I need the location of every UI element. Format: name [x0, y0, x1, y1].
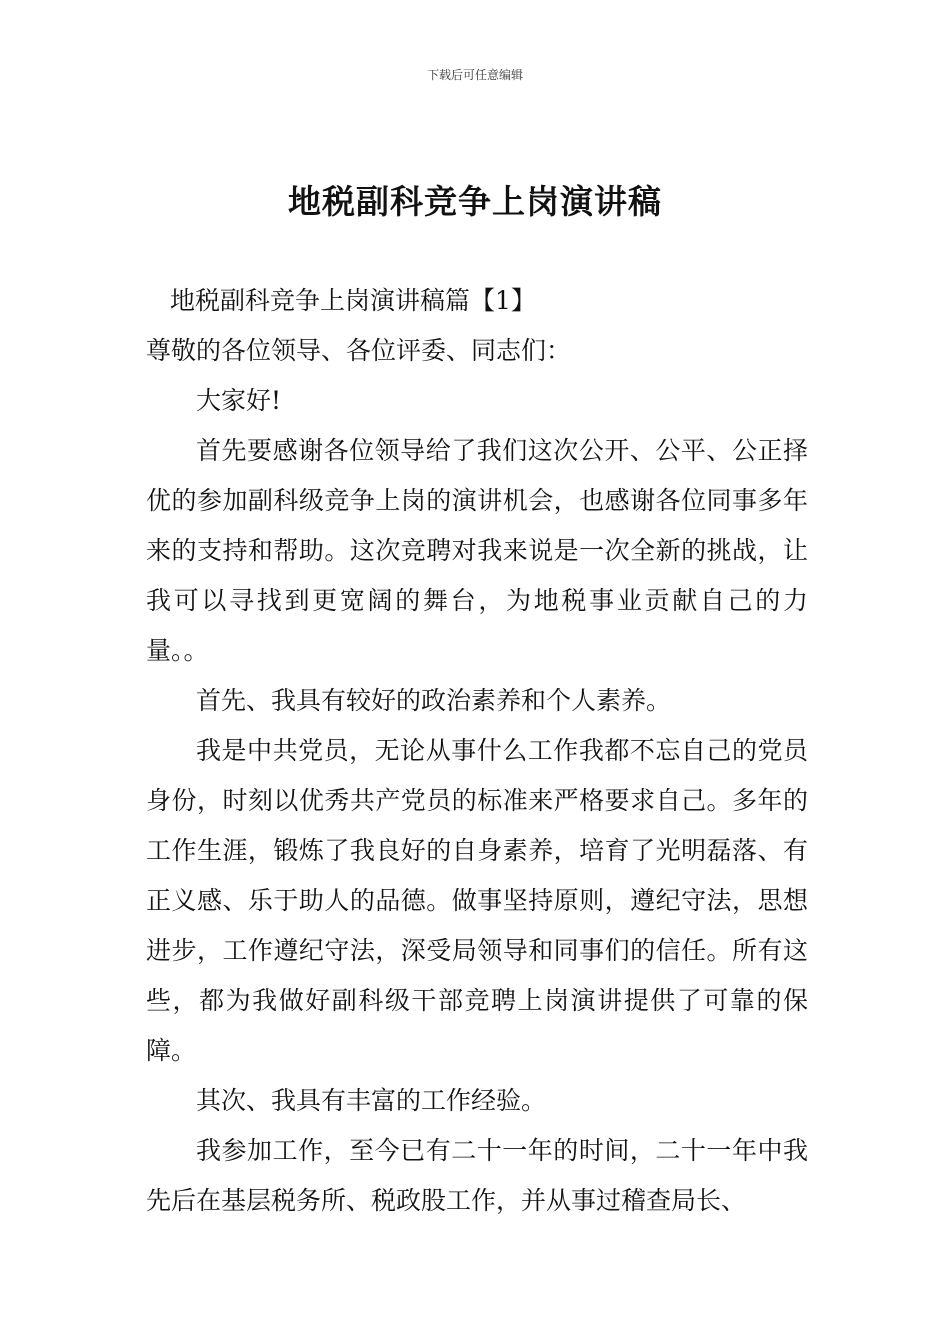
section-heading: 地税副科竞争上岗演讲稿篇【1】 [170, 286, 536, 315]
paragraph-thanks: 首先要感谢各位领导给了我们这次公开、公平、公正择优的参加副科级竞争上岗的演讲机会，也感谢各位同事多年来的支持和帮助。这次竞聘对我来说是一次全新的挑战，让我可以寻找到更宽阔的舞台，为地税事业贡献自己的力量。。 [146, 436, 808, 665]
paragraph-party-member: 我是中共党员，无论从事什么工作我都不忘自己的党员身份，时刻以优秀共产党员的标准来严格要求自己。多年的工作生涯，锻炼了我良好的自身素养，培育了光明磊落、有正义感、乐于助人的品德。做事坚持原则，遵纪守法，思想进步，工作遵纪守法，深受局领导和同事们的信任。所有这些，都为我做好副科级干部竞聘上岗演讲提供了可靠的保障。 [146, 736, 808, 1065]
page-header-note: 下载后可任意编辑 [426, 68, 523, 82]
document-title: 地税副科竞争上岗演讲稿 [288, 182, 662, 221]
paragraph-point-1: 首先、我具有较好的政治素养和个人素养。 [196, 686, 672, 715]
paragraph-experience: 我参加工作，至今已有二十一年的时间，二十一年中我先后在基层税务所、税政股工作，并从事过稽查局长、 [146, 1136, 808, 1215]
paragraph-point-2: 其次、我具有丰富的工作经验。 [196, 1086, 547, 1115]
document-body [146, 276, 808, 1226]
salutation: 尊敬的各位领导、各位评委、同志们： [146, 336, 572, 365]
paragraph-greeting: 大家好! [196, 386, 282, 415]
